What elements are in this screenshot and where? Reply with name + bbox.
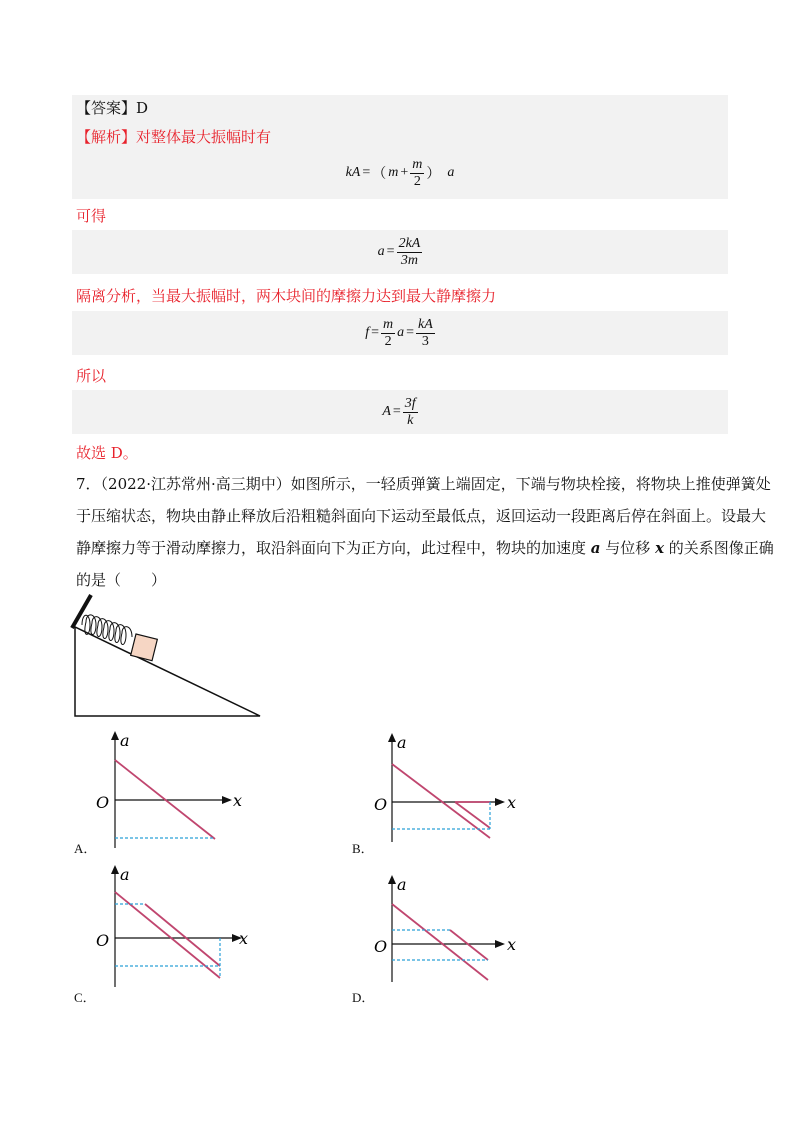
b-axis-label-y: a (397, 733, 407, 752)
a-axis-label-y: a (120, 731, 130, 750)
block (131, 634, 158, 661)
eq1-denominator: 2 (413, 173, 421, 189)
eq1-m: m (388, 165, 399, 180)
option-a-label[interactable]: A． (74, 841, 97, 856)
step-2-text: 可得 (76, 207, 107, 225)
d-arrow-y (388, 875, 396, 884)
question-line-2: 于压缩状态，物块由静止释放后沿粗糙斜面向下运动至最低点，返回运动一段距离后停在斜面上。设最大 (76, 507, 767, 525)
answer-label: 【答案】 (76, 99, 137, 117)
step-3-text: 隔离分析，当最大振幅时，两木块间的摩擦力达到最大静摩擦力 (76, 287, 497, 305)
d-origin-label: O (374, 937, 388, 956)
c-origin-label: O (96, 931, 110, 950)
question-line-3b: 与位移 (600, 539, 656, 557)
question-line-1-text: 如图所示，一轻质弹簧上端固定，下端与物块栓接，将物块上推使弹簧处 (290, 475, 771, 493)
a-axis-label-x: x (233, 791, 243, 810)
eq3-numerator-2: kA (418, 316, 433, 332)
var-a: a (590, 539, 601, 557)
eq3-denominator-2: 3 (421, 333, 429, 349)
eq1-equals: = (362, 165, 371, 180)
eq1-numerator: m (412, 156, 423, 172)
eq1-lparen: （ (372, 167, 387, 182)
eq1-rparen: ） (426, 167, 441, 182)
eq2-fraction (397, 236, 423, 269)
eq2-lhs: a (377, 244, 385, 259)
question-line-3 (76, 532, 774, 564)
question-line-3c: 的关系图像正确 (664, 539, 774, 557)
eq3-fraction-2 (416, 317, 435, 350)
option-b-label[interactable]: B． (352, 841, 374, 856)
question-line-3a: 静摩擦力等于滑动摩擦力，取沿斜面向下为正方向，此过程中，物块的加速度 (76, 539, 591, 557)
equation-4 (72, 390, 728, 434)
b-arrow-x (495, 798, 505, 806)
c-axis-label-x: x (239, 929, 249, 948)
eq1-a: a (447, 165, 455, 180)
b-arrow-y (388, 733, 396, 742)
spring-coil (82, 615, 132, 645)
wall-hatch (72, 595, 91, 628)
equation-1 (72, 152, 728, 194)
eq3-equals-1: = (371, 325, 379, 340)
eq2-equals: = (386, 244, 395, 259)
option-d-graph (350, 872, 530, 987)
eq3-fraction-1 (381, 317, 395, 350)
eq4-denominator: k (407, 412, 414, 428)
d-axis-label-x: x (507, 935, 517, 954)
incline-spring-figure (60, 590, 270, 725)
option-c-label[interactable]: C． (74, 990, 96, 1005)
eq3-lhs: f (365, 325, 370, 340)
eq4-numerator: 3f (404, 395, 416, 411)
analysis-intro-text: 对整体最大振幅时有 (136, 128, 272, 146)
a-arrow-y (111, 731, 119, 740)
eq3-denominator-1: 2 (384, 333, 392, 349)
equation-3 (72, 311, 728, 355)
eq1-lhs: kA (345, 165, 361, 180)
incline-triangle (75, 627, 260, 716)
eq1-fraction (410, 157, 424, 190)
option-b-graph (350, 730, 530, 850)
eq4-fraction (403, 396, 418, 429)
a-origin-label: O (96, 793, 110, 812)
question-source: （2022·江苏常州·高三期中） (100, 475, 291, 493)
c-arrow-y (111, 865, 119, 874)
option-d-label[interactable]: D． (352, 990, 375, 1005)
eq3-equals-2: = (406, 325, 415, 340)
analysis-label: 【解析】 (76, 128, 137, 146)
c-graph-line-1 (115, 892, 220, 978)
answer-value: D (136, 99, 149, 117)
a-arrow-x (222, 796, 232, 804)
c-graph-line-2 (145, 904, 220, 966)
analysis-intro (76, 126, 271, 148)
eq4-lhs: A (382, 404, 391, 419)
d-axis-label-y: a (397, 875, 407, 894)
var-x: x (655, 539, 665, 557)
d-arrow-x (495, 940, 505, 948)
question-number: 7． (76, 475, 101, 493)
equation-2 (72, 230, 728, 274)
answer-line (76, 97, 148, 119)
b-graph-line-1 (392, 764, 490, 838)
option-a-graph (70, 728, 250, 858)
eq2-denominator: 3m (400, 252, 418, 268)
option-c-graph (70, 862, 260, 987)
d-graph-line-1 (392, 904, 488, 980)
c-axis-label-y: a (120, 865, 130, 884)
eq2-numerator: 2kA (398, 235, 421, 251)
eq3-mid: a (397, 325, 405, 340)
step-4-text: 所以 (76, 367, 107, 385)
question-line-4: 的是（ ） (76, 571, 167, 589)
b-origin-label: O (374, 795, 388, 814)
eq1-plus: + (400, 165, 409, 180)
conclusion-text: 故选 D。 (76, 444, 138, 462)
b-axis-label-x: x (507, 793, 517, 812)
question-line-1 (76, 468, 771, 500)
eq4-equals: = (392, 404, 401, 419)
eq3-numerator-1: m (383, 316, 394, 332)
